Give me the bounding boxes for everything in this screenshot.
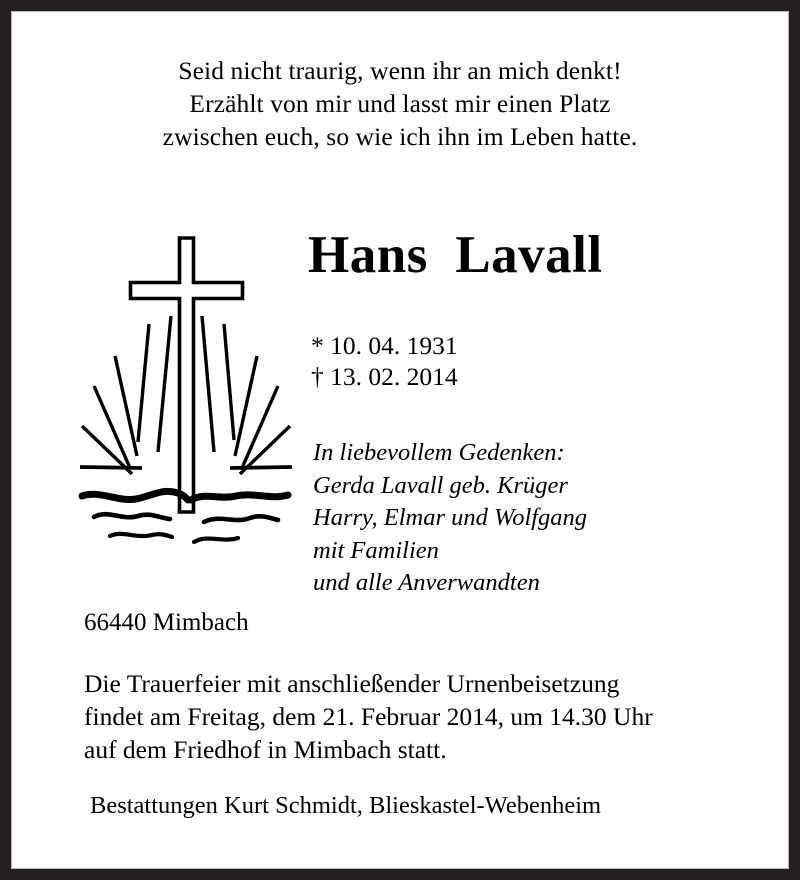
location-line: 66440 Mimbach: [84, 609, 249, 636]
ray-left-2: [138, 324, 149, 442]
water-wave-right-3: [194, 538, 238, 542]
ray-right-6: [230, 467, 292, 468]
deceased-name: Hans Lavall: [308, 226, 603, 284]
verse-line-3: zwischen euch, so wie ich ihn im Leben hatte.: [162, 122, 638, 151]
memorial-line-2: Gerda Lavall geb. Krüger: [313, 471, 568, 499]
service-line-3: auf dem Friedhof in Mimbach statt.: [84, 735, 447, 764]
card-inner-frame: [11, 11, 789, 869]
memorial-line-1: In liebevollem Gedenken:: [313, 439, 565, 466]
water-wave-left-3: [110, 534, 172, 537]
memorial-survivors-block: [313, 437, 587, 600]
verse-line-2: Erzählt von mir und lasst mir einen Platz: [189, 89, 611, 118]
funeral-home-line: Bestattungen Kurt Schmidt, Blieskastel-Webenheim: [90, 792, 602, 819]
water-wave-right-1: [191, 495, 288, 500]
water-wave-left-1: [82, 491, 188, 500]
service-line-1: Die Trauerfeier mit anschließender Urnenbeisetzung: [84, 669, 620, 698]
service-details-block: [84, 667, 653, 766]
service-line-2: findet am Freitag, dem 21. Februar 2014, um 14.30 Uhr: [84, 702, 653, 731]
memorial-line-4: mit Familien: [313, 536, 439, 564]
ray-right-2: [224, 324, 234, 440]
death-date-line: † 13. 02. 2014: [311, 362, 458, 391]
ray-right-1: [202, 316, 214, 452]
memorial-verse: [12, 54, 788, 153]
life-dates: [311, 330, 458, 392]
water-wave-right-2: [204, 516, 278, 522]
cross-shape: [131, 238, 243, 512]
water-wave-left-2: [94, 514, 170, 519]
memorial-line-5: und alle Anverwandten: [313, 569, 540, 596]
cross-emblem-svg: [74, 234, 299, 564]
birth-date-line: * 10. 04. 1931: [311, 331, 458, 360]
verse-line-1: Seid nicht traurig, wenn ihr an mich denkt!: [178, 56, 622, 85]
ray-left-1: [158, 316, 171, 452]
cross-with-sunrays-icon: [74, 234, 299, 564]
ray-left-6: [80, 467, 142, 468]
memorial-line-3: Harry, Elmar und Wolfgang: [313, 504, 588, 531]
